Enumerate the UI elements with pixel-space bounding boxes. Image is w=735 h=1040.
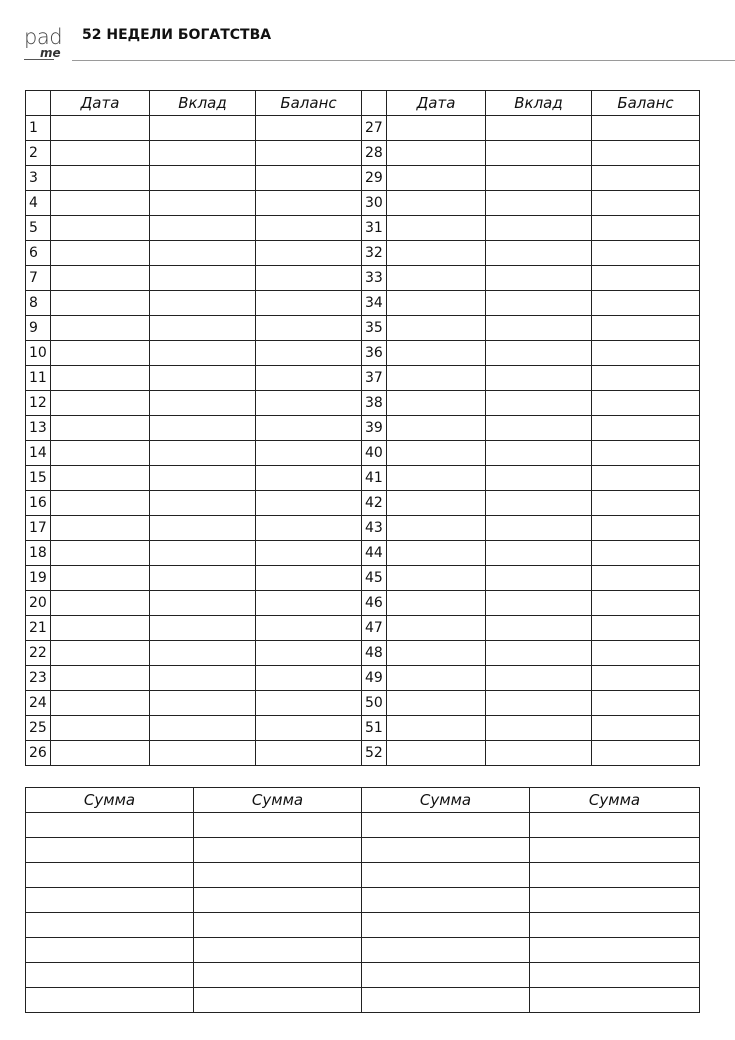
deposit-cell[interactable] [150, 566, 256, 591]
balance-cell[interactable] [256, 441, 362, 466]
date-cell[interactable] [387, 341, 486, 366]
week-number: 14 [26, 441, 51, 466]
balance-cell[interactable] [592, 466, 700, 491]
week-number: 6 [26, 241, 51, 266]
week-number: 39 [362, 416, 387, 441]
week-row [26, 141, 700, 166]
sum-header: Сумма [26, 788, 194, 813]
week-number: 31 [362, 216, 387, 241]
deposit-cell[interactable] [150, 691, 256, 716]
sum-cell[interactable] [530, 863, 700, 888]
sum-row [26, 813, 700, 838]
week-row [26, 666, 700, 691]
balance-cell[interactable] [592, 566, 700, 591]
deposit-cell[interactable] [486, 666, 592, 691]
balance-cell[interactable] [592, 416, 700, 441]
balance-cell[interactable] [592, 291, 700, 316]
date-cell[interactable] [387, 566, 486, 591]
date-cell[interactable] [387, 741, 486, 766]
week-number: 13 [26, 416, 51, 441]
balance-cell[interactable] [256, 366, 362, 391]
deposit-cell[interactable] [150, 116, 256, 141]
balance-cell[interactable] [256, 166, 362, 191]
deposit-cell[interactable] [150, 616, 256, 641]
date-cell[interactable] [51, 416, 150, 441]
date-cell[interactable] [51, 191, 150, 216]
balance-cell[interactable] [256, 416, 362, 441]
balance-cell[interactable] [256, 491, 362, 516]
balance-cell[interactable] [256, 566, 362, 591]
balance-cell[interactable] [592, 341, 700, 366]
date-cell[interactable] [51, 291, 150, 316]
balance-cell[interactable] [256, 291, 362, 316]
deposit-cell[interactable] [150, 466, 256, 491]
balance-cell[interactable] [256, 516, 362, 541]
deposit-cell[interactable] [150, 216, 256, 241]
balance-cell[interactable] [256, 691, 362, 716]
sum-cell[interactable] [530, 988, 700, 1013]
deposit-cell[interactable] [486, 391, 592, 416]
week-number: 9 [26, 316, 51, 341]
week-number: 24 [26, 691, 51, 716]
balance-cell[interactable] [256, 391, 362, 416]
date-cell[interactable] [387, 466, 486, 491]
balance-cell[interactable] [592, 491, 700, 516]
balance-cell[interactable] [256, 116, 362, 141]
date-cell[interactable] [387, 641, 486, 666]
deposit-cell[interactable] [150, 591, 256, 616]
date-cell[interactable] [387, 591, 486, 616]
deposit-cell[interactable] [486, 116, 592, 141]
balance-cell[interactable] [256, 666, 362, 691]
date-cell[interactable] [51, 741, 150, 766]
deposit-cell[interactable] [150, 516, 256, 541]
date-cell[interactable] [387, 516, 486, 541]
week-row [26, 116, 700, 141]
deposit-cell[interactable] [150, 341, 256, 366]
balance-cell[interactable] [592, 741, 700, 766]
balance-cell[interactable] [256, 341, 362, 366]
sum-cell[interactable] [26, 863, 194, 888]
sum-row [26, 888, 700, 913]
deposit-cell[interactable] [150, 141, 256, 166]
date-cell[interactable] [387, 166, 486, 191]
sum-cell[interactable] [26, 913, 194, 938]
deposit-header-left: Вклад [150, 91, 256, 116]
week-row [26, 341, 700, 366]
sum-row [26, 988, 700, 1013]
deposit-cell[interactable] [486, 241, 592, 266]
deposit-cell[interactable] [150, 666, 256, 691]
week-number: 42 [362, 491, 387, 516]
week-number: 11 [26, 366, 51, 391]
deposit-cell[interactable] [486, 266, 592, 291]
balance-cell[interactable] [256, 466, 362, 491]
deposit-cell[interactable] [486, 516, 592, 541]
week-number: 32 [362, 241, 387, 266]
week-number: 18 [26, 541, 51, 566]
sum-cell[interactable] [530, 938, 700, 963]
date-cell[interactable] [51, 316, 150, 341]
week-number: 46 [362, 591, 387, 616]
week-row [26, 466, 700, 491]
week-number: 30 [362, 191, 387, 216]
balance-cell[interactable] [592, 541, 700, 566]
deposit-cell[interactable] [486, 716, 592, 741]
deposit-cell[interactable] [486, 616, 592, 641]
week-row [26, 191, 700, 216]
balance-header-right: Баланс [592, 91, 700, 116]
deposit-cell[interactable] [150, 491, 256, 516]
week-number: 28 [362, 141, 387, 166]
balance-cell[interactable] [592, 266, 700, 291]
week-row [26, 741, 700, 766]
balance-cell[interactable] [256, 591, 362, 616]
balance-cell[interactable] [592, 441, 700, 466]
week-row [26, 616, 700, 641]
week-number: 49 [362, 666, 387, 691]
sum-cell[interactable] [194, 888, 362, 913]
date-cell[interactable] [51, 516, 150, 541]
balance-cell[interactable] [592, 716, 700, 741]
sum-row [26, 913, 700, 938]
sum-row [26, 938, 700, 963]
deposit-cell[interactable] [150, 241, 256, 266]
week-number: 34 [362, 291, 387, 316]
padme-logo [24, 26, 68, 66]
deposit-cell[interactable] [486, 416, 592, 441]
date-cell[interactable] [51, 166, 150, 191]
sum-header: Сумма [362, 788, 530, 813]
week-row [26, 516, 700, 541]
sum-cell[interactable] [194, 913, 362, 938]
week-row [26, 641, 700, 666]
sum-cell[interactable] [530, 888, 700, 913]
deposit-cell[interactable] [150, 366, 256, 391]
date-cell[interactable] [51, 391, 150, 416]
deposit-cell[interactable] [486, 366, 592, 391]
week-number: 29 [362, 166, 387, 191]
date-cell[interactable] [51, 666, 150, 691]
sum-cell[interactable] [26, 938, 194, 963]
weeks-header-row [26, 91, 700, 116]
week-number: 48 [362, 641, 387, 666]
sum-cell[interactable] [362, 838, 530, 863]
deposit-cell[interactable] [486, 441, 592, 466]
deposit-cell[interactable] [150, 441, 256, 466]
date-cell[interactable] [51, 466, 150, 491]
deposit-cell[interactable] [150, 416, 256, 441]
date-cell[interactable] [51, 141, 150, 166]
week-number: 52 [362, 741, 387, 766]
deposit-cell[interactable] [486, 316, 592, 341]
date-header-left: Дата [51, 91, 150, 116]
week-row [26, 716, 700, 741]
week-number-header [26, 91, 51, 116]
week-number: 43 [362, 516, 387, 541]
week-number: 10 [26, 341, 51, 366]
deposit-cell[interactable] [150, 391, 256, 416]
date-cell[interactable] [51, 216, 150, 241]
date-cell[interactable] [51, 616, 150, 641]
sum-cell[interactable] [362, 988, 530, 1013]
balance-cell[interactable] [592, 366, 700, 391]
deposit-cell[interactable] [486, 341, 592, 366]
balance-cell[interactable] [592, 116, 700, 141]
week-number: 22 [26, 641, 51, 666]
date-cell[interactable] [387, 191, 486, 216]
sum-cell[interactable] [530, 913, 700, 938]
date-cell[interactable] [51, 266, 150, 291]
balance-cell[interactable] [256, 616, 362, 641]
balance-cell[interactable] [256, 191, 362, 216]
weeks-table [25, 90, 700, 766]
week-number: 33 [362, 266, 387, 291]
week-number: 51 [362, 716, 387, 741]
week-row [26, 391, 700, 416]
sum-cell[interactable] [194, 813, 362, 838]
page-title: 52 НЕДЕЛИ БОГАТСТВА [82, 27, 272, 43]
week-number: 5 [26, 216, 51, 241]
sum-row [26, 963, 700, 988]
date-cell[interactable] [51, 691, 150, 716]
week-row [26, 691, 700, 716]
deposit-cell[interactable] [486, 216, 592, 241]
logo-wordmark-pad: pad [24, 25, 63, 49]
sum-header-row [26, 788, 700, 813]
date-cell[interactable] [387, 241, 486, 266]
date-cell[interactable] [387, 616, 486, 641]
week-row [26, 266, 700, 291]
week-number: 4 [26, 191, 51, 216]
balance-cell[interactable] [256, 141, 362, 166]
logo-wordmark-me: me [40, 46, 61, 60]
week-number: 27 [362, 116, 387, 141]
balance-cell[interactable] [592, 516, 700, 541]
week-number: 26 [26, 741, 51, 766]
deposit-cell[interactable] [486, 466, 592, 491]
week-row [26, 566, 700, 591]
deposit-cell[interactable] [486, 641, 592, 666]
sum-cell[interactable] [194, 963, 362, 988]
deposit-cell[interactable] [486, 141, 592, 166]
sum-cell[interactable] [362, 938, 530, 963]
sum-header: Сумма [530, 788, 700, 813]
date-cell[interactable] [387, 116, 486, 141]
balance-cell[interactable] [592, 391, 700, 416]
date-cell[interactable] [51, 366, 150, 391]
balance-cell[interactable] [592, 241, 700, 266]
sum-cell[interactable] [26, 888, 194, 913]
balance-cell[interactable] [256, 316, 362, 341]
balance-cell[interactable] [592, 666, 700, 691]
week-row [26, 291, 700, 316]
deposit-cell[interactable] [150, 266, 256, 291]
week-number: 1 [26, 116, 51, 141]
week-number: 17 [26, 516, 51, 541]
deposit-cell[interactable] [150, 716, 256, 741]
week-number: 25 [26, 716, 51, 741]
date-cell[interactable] [387, 391, 486, 416]
deposit-cell[interactable] [486, 491, 592, 516]
balance-cell[interactable] [592, 691, 700, 716]
week-number: 15 [26, 466, 51, 491]
sum-cell[interactable] [26, 838, 194, 863]
date-cell[interactable] [387, 491, 486, 516]
date-cell[interactable] [51, 241, 150, 266]
week-row [26, 366, 700, 391]
week-row [26, 216, 700, 241]
deposit-cell[interactable] [150, 741, 256, 766]
balance-cell[interactable] [256, 741, 362, 766]
sum-header: Сумма [194, 788, 362, 813]
deposit-cell[interactable] [486, 691, 592, 716]
sum-row [26, 838, 700, 863]
sum-table [25, 787, 700, 1013]
balance-cell[interactable] [256, 641, 362, 666]
sum-cell[interactable] [194, 863, 362, 888]
week-row [26, 491, 700, 516]
balance-cell[interactable] [592, 591, 700, 616]
balance-cell[interactable] [592, 216, 700, 241]
sum-cell[interactable] [530, 838, 700, 863]
deposit-cell[interactable] [486, 191, 592, 216]
date-cell[interactable] [387, 216, 486, 241]
deposit-cell[interactable] [486, 566, 592, 591]
week-number: 2 [26, 141, 51, 166]
date-cell[interactable] [51, 641, 150, 666]
week-number: 7 [26, 266, 51, 291]
deposit-header-right: Вклад [486, 91, 592, 116]
deposit-cell[interactable] [150, 166, 256, 191]
week-number: 47 [362, 616, 387, 641]
deposit-cell[interactable] [150, 316, 256, 341]
balance-cell[interactable] [592, 616, 700, 641]
week-number: 3 [26, 166, 51, 191]
week-row [26, 241, 700, 266]
sum-cell[interactable] [26, 988, 194, 1013]
week-row [26, 416, 700, 441]
week-number: 35 [362, 316, 387, 341]
week-number: 36 [362, 341, 387, 366]
week-number: 40 [362, 441, 387, 466]
date-cell[interactable] [51, 441, 150, 466]
date-cell[interactable] [51, 716, 150, 741]
sum-cell[interactable] [362, 888, 530, 913]
sum-row [26, 863, 700, 888]
week-number: 50 [362, 691, 387, 716]
date-cell[interactable] [387, 541, 486, 566]
date-cell[interactable] [387, 441, 486, 466]
sum-cell[interactable] [530, 813, 700, 838]
date-cell[interactable] [51, 541, 150, 566]
week-number: 8 [26, 291, 51, 316]
week-row [26, 316, 700, 341]
date-cell[interactable] [51, 341, 150, 366]
week-number: 37 [362, 366, 387, 391]
date-cell[interactable] [387, 141, 486, 166]
balance-cell[interactable] [592, 141, 700, 166]
balance-cell[interactable] [592, 191, 700, 216]
week-number: 41 [362, 466, 387, 491]
date-cell[interactable] [387, 691, 486, 716]
deposit-cell[interactable] [150, 641, 256, 666]
date-cell[interactable] [387, 666, 486, 691]
week-number: 38 [362, 391, 387, 416]
header-divider [72, 60, 735, 61]
date-cell[interactable] [51, 566, 150, 591]
week-row [26, 541, 700, 566]
sum-cell[interactable] [530, 963, 700, 988]
deposit-cell[interactable] [150, 191, 256, 216]
sum-cell[interactable] [362, 813, 530, 838]
week-number-header [362, 91, 387, 116]
date-cell[interactable] [387, 366, 486, 391]
week-number: 44 [362, 541, 387, 566]
deposit-cell[interactable] [150, 541, 256, 566]
date-cell[interactable] [387, 291, 486, 316]
week-number: 23 [26, 666, 51, 691]
deposit-cell[interactable] [486, 541, 592, 566]
date-cell[interactable] [387, 266, 486, 291]
balance-cell[interactable] [592, 166, 700, 191]
sum-cell[interactable] [194, 938, 362, 963]
date-cell[interactable] [387, 716, 486, 741]
sum-cell[interactable] [362, 963, 530, 988]
week-number: 12 [26, 391, 51, 416]
balance-cell[interactable] [256, 216, 362, 241]
sum-cell[interactable] [362, 863, 530, 888]
sum-cell[interactable] [26, 813, 194, 838]
balance-cell[interactable] [256, 266, 362, 291]
sum-cell[interactable] [194, 838, 362, 863]
date-header-right: Дата [387, 91, 486, 116]
balance-cell[interactable] [256, 541, 362, 566]
date-cell[interactable] [387, 416, 486, 441]
balance-cell[interactable] [256, 716, 362, 741]
sum-cell[interactable] [26, 963, 194, 988]
week-number: 19 [26, 566, 51, 591]
balance-cell[interactable] [592, 316, 700, 341]
balance-cell[interactable] [256, 241, 362, 266]
sum-cell[interactable] [194, 988, 362, 1013]
deposit-cell[interactable] [150, 291, 256, 316]
date-cell[interactable] [51, 591, 150, 616]
deposit-cell[interactable] [486, 291, 592, 316]
deposit-cell[interactable] [486, 591, 592, 616]
week-row [26, 166, 700, 191]
balance-header-left: Баланс [256, 91, 362, 116]
week-number: 20 [26, 591, 51, 616]
week-number: 45 [362, 566, 387, 591]
date-cell[interactable] [387, 316, 486, 341]
date-cell[interactable] [51, 116, 150, 141]
week-row [26, 441, 700, 466]
week-number: 16 [26, 491, 51, 516]
deposit-cell[interactable] [486, 741, 592, 766]
week-row [26, 591, 700, 616]
week-number: 21 [26, 616, 51, 641]
balance-cell[interactable] [592, 641, 700, 666]
sum-cell[interactable] [362, 913, 530, 938]
deposit-cell[interactable] [486, 166, 592, 191]
date-cell[interactable] [51, 491, 150, 516]
